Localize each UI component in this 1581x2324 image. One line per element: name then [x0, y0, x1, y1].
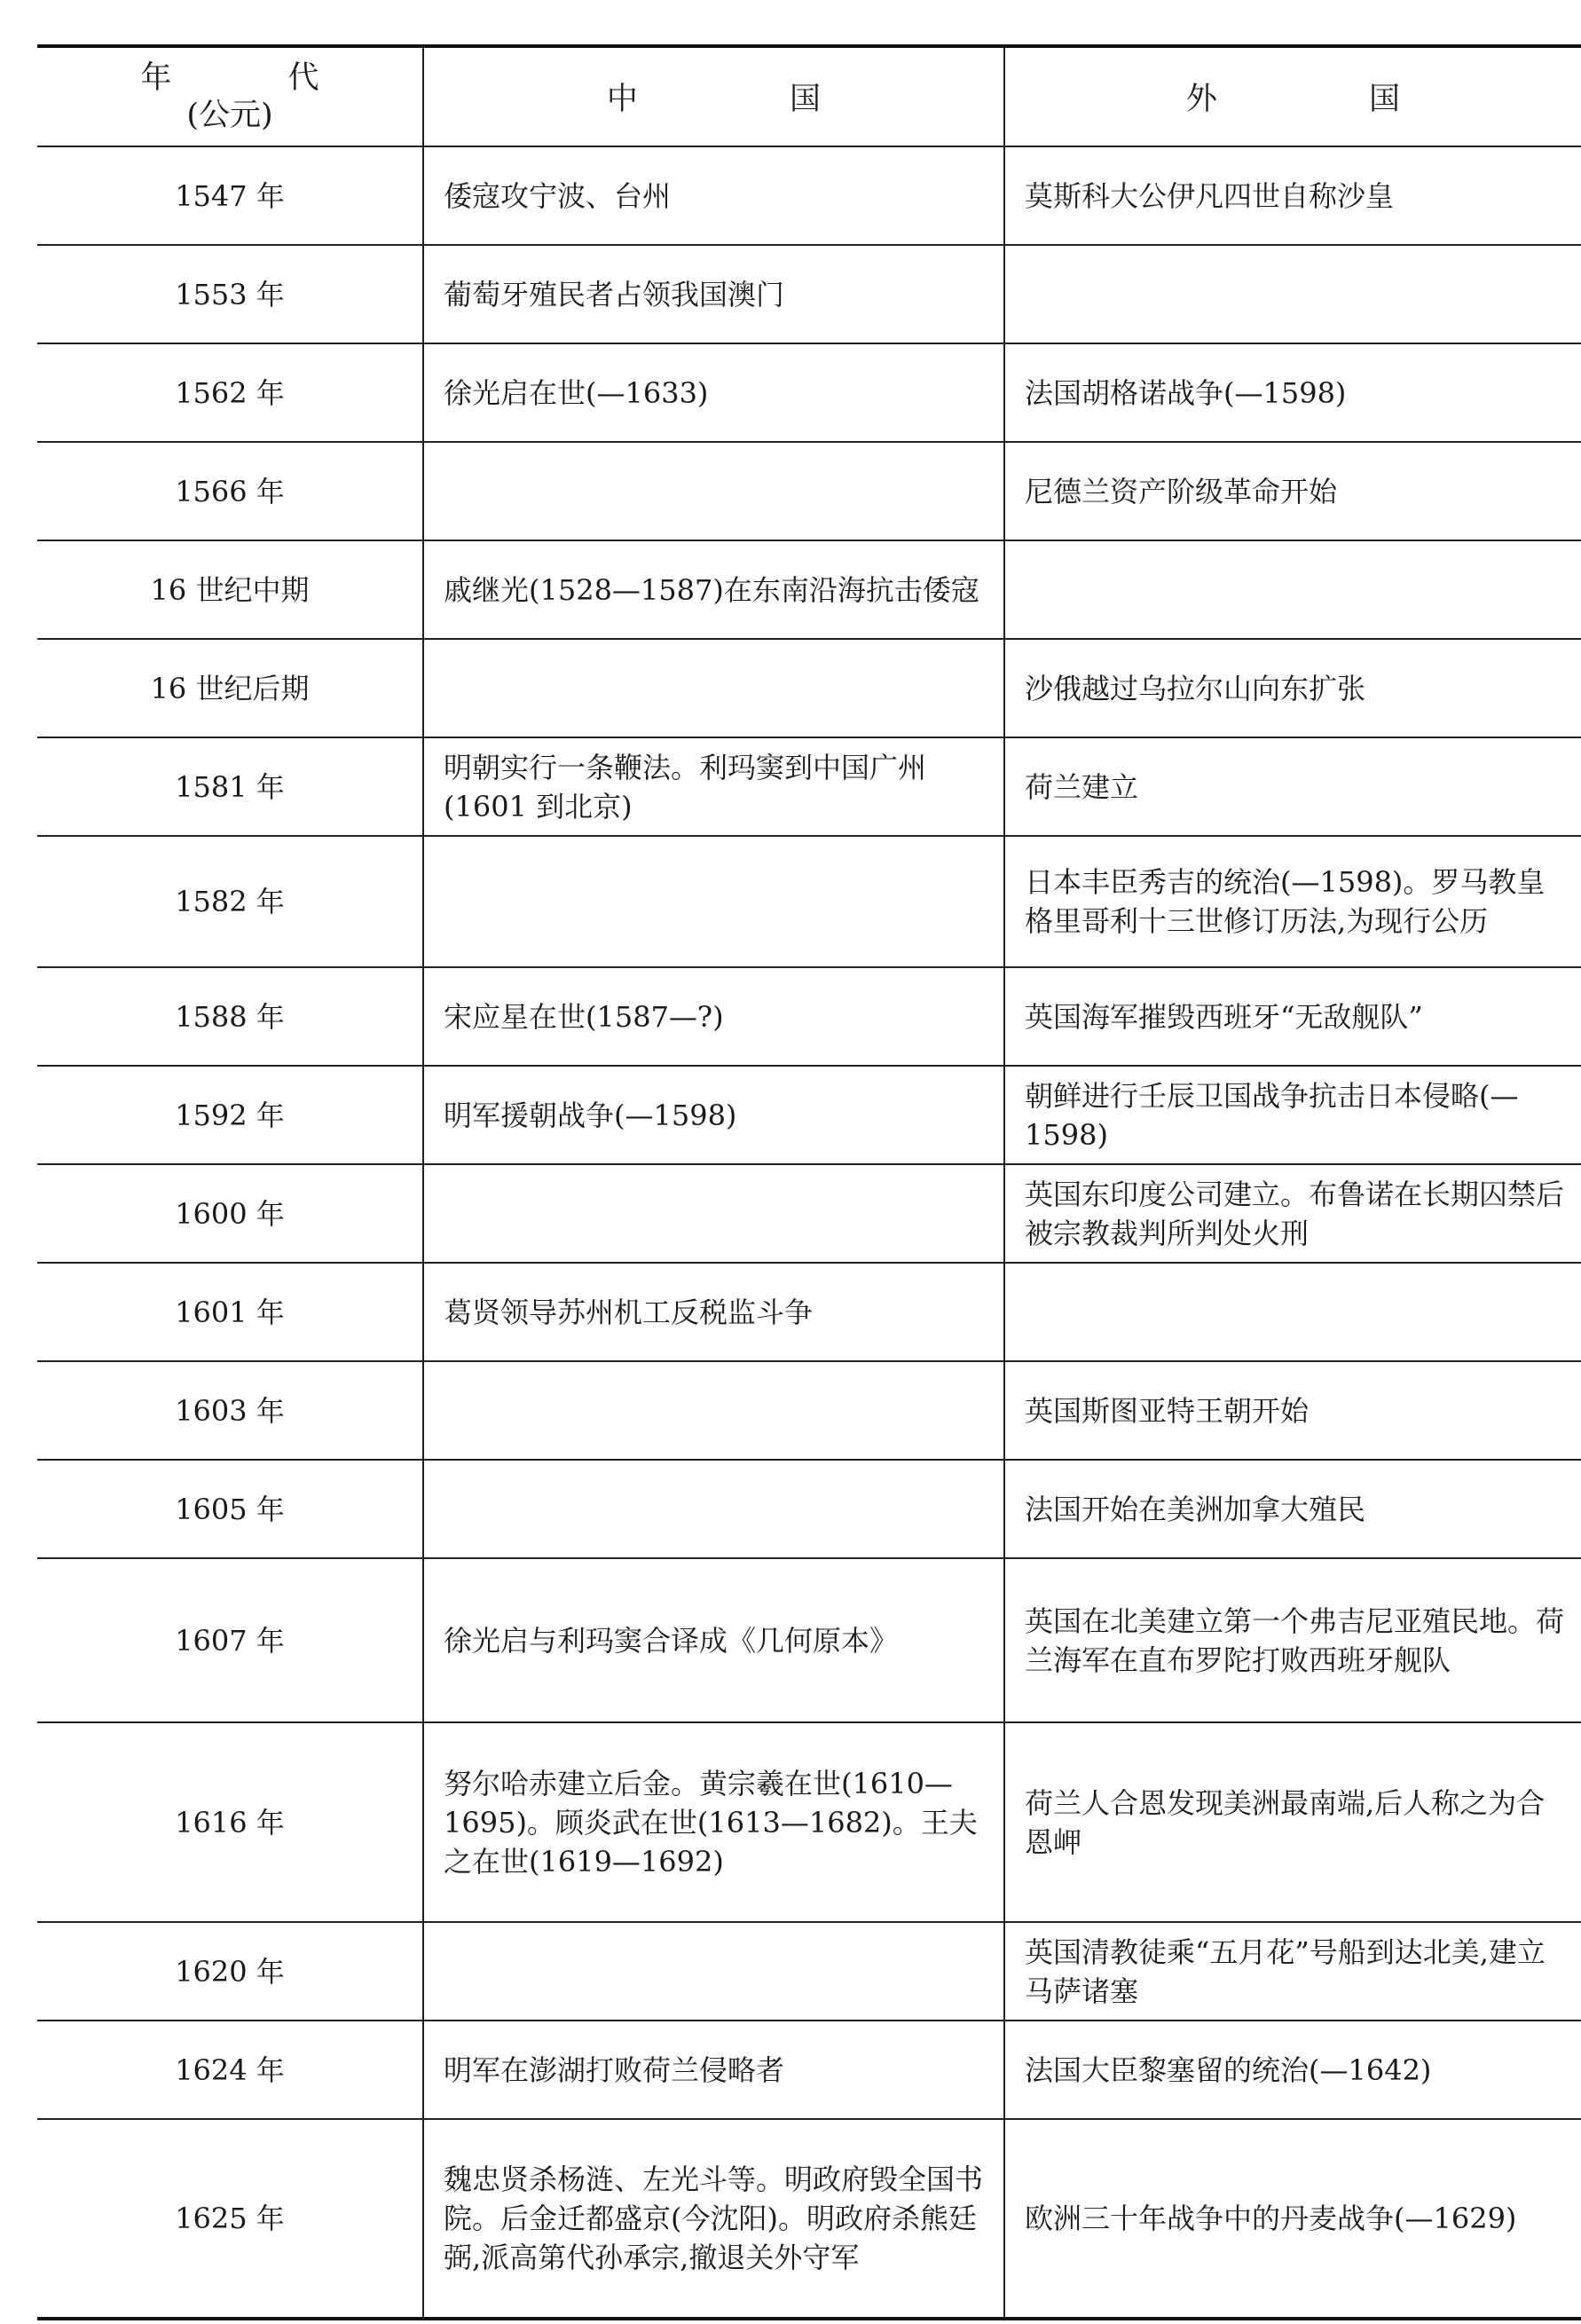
table-row: [37, 737, 1581, 836]
year-cell: 1616 年: [37, 1722, 423, 1922]
china-event-cell: 戚继光(1528—1587)在东南沿海抗击倭寇: [423, 540, 1004, 639]
table-row: [37, 1460, 1581, 1558]
year-cell: 1620 年: [37, 1922, 423, 2021]
foreign-event-cell: 英国东印度公司建立。布鲁诺在长期囚禁后被宗教裁判所判处火刑: [1004, 1164, 1581, 1263]
china-event-cell: [423, 1361, 1004, 1460]
year-cell: 1582 年: [37, 836, 423, 967]
year-cell: 1625 年: [37, 2119, 423, 2319]
china-event-cell: [423, 1922, 1004, 2021]
foreign-event-cell: 英国斯图亚特王朝开始: [1004, 1361, 1581, 1460]
china-event-cell: 明朝实行一条鞭法。利玛窦到中国广州(1601 到北京): [423, 737, 1004, 836]
table-row: [37, 1066, 1581, 1164]
year-cell: 1547 年: [37, 146, 423, 245]
year-cell: 1624 年: [37, 2021, 423, 2119]
china-event-cell: [423, 639, 1004, 737]
foreign-event-cell: 欧洲三十年战争中的丹麦战争(—1629): [1004, 2119, 1581, 2319]
china-event-cell: [423, 1460, 1004, 1558]
year-cell: 1588 年: [37, 967, 423, 1066]
china-event-cell: [423, 836, 1004, 967]
year-cell: 1600 年: [37, 1164, 423, 1263]
year-cell: 1603 年: [37, 1361, 423, 1460]
foreign-event-cell: 英国清教徒乘“五月花”号船到达北美,建立马萨诸塞: [1004, 1922, 1581, 2021]
year-cell: 1581 年: [37, 737, 423, 836]
table-row: [37, 146, 1581, 245]
foreign-event-cell: 尼德兰资产阶级革命开始: [1004, 442, 1581, 540]
year-cell: 16 世纪中期: [37, 540, 423, 639]
foreign-event-cell: 荷兰人合恩发现美洲最南端,后人称之为合恩岬: [1004, 1722, 1581, 1922]
china-event-cell: 葛贤领导苏州机工反税监斗争: [423, 1263, 1004, 1361]
table-header: [37, 46, 1581, 146]
table-row: [37, 1164, 1581, 1263]
year-cell: 1553 年: [37, 245, 423, 343]
china-event-cell: 倭寇攻宁波、台州: [423, 146, 1004, 245]
foreign-event-cell: 法国大臣黎塞留的统治(—1642): [1004, 2021, 1581, 2119]
table-row: [37, 1722, 1581, 1922]
header-year: [37, 46, 423, 146]
year-cell: 1566 年: [37, 442, 423, 540]
table-row: [37, 343, 1581, 442]
foreign-event-cell: [1004, 1263, 1581, 1361]
foreign-event-cell: 沙俄越过乌拉尔山向东扩张: [1004, 639, 1581, 737]
foreign-event-cell: 英国海军摧毁西班牙“无敌舰队”: [1004, 967, 1581, 1066]
foreign-event-cell: 日本丰臣秀吉的统治(—1598)。罗马教皇格里哥利十三世修订历法,为现行公历: [1004, 836, 1581, 967]
china-event-cell: 明军援朝战争(—1598): [423, 1066, 1004, 1164]
china-event-cell: 努尔哈赤建立后金。黄宗羲在世(1610—1695)。顾炎武在世(1613—1682)。王夫之在世(1619—1692): [423, 1722, 1004, 1922]
china-event-cell: 魏忠贤杀杨涟、左光斗等。明政府毁全国书院。后金迁都盛京(今沈阳)。明政府杀熊廷弼,派高第代孙承宗,撤退关外守军: [423, 2119, 1004, 2319]
table-body: [37, 146, 1581, 2319]
foreign-event-cell: 朝鲜进行壬辰卫国战争抗击日本侵略(—1598): [1004, 1066, 1581, 1164]
table-row: [37, 2021, 1581, 2119]
header-year-label: 年 代: [140, 60, 373, 96]
table-row: [37, 967, 1581, 1066]
foreign-event-cell: 法国开始在美洲加拿大殖民: [1004, 1460, 1581, 1558]
header-year-unit: (公元): [186, 98, 273, 133]
table-row: [37, 1922, 1581, 2021]
year-cell: 16 世纪后期: [37, 639, 423, 737]
table-row: [37, 540, 1581, 639]
china-event-cell: 明军在澎湖打败荷兰侵略者: [423, 2021, 1004, 2119]
table-row: [37, 442, 1581, 540]
year-cell: 1592 年: [37, 1066, 423, 1164]
year-cell: 1601 年: [37, 1263, 423, 1361]
china-event-cell: [423, 442, 1004, 540]
foreign-event-cell: 英国在北美建立第一个弗吉尼亚殖民地。荷兰海军在直布罗陀打败西班牙舰队: [1004, 1558, 1581, 1722]
china-event-cell: 葡萄牙殖民者占领我国澳门: [423, 245, 1004, 343]
table-row: [37, 1558, 1581, 1722]
chronology-page: [37, 44, 1581, 2320]
year-cell: 1607 年: [37, 1558, 423, 1722]
table-row: [37, 2119, 1581, 2319]
table-row: [37, 836, 1581, 967]
year-cell: 1605 年: [37, 1460, 423, 1558]
table-row: [37, 1361, 1581, 1460]
foreign-event-cell: [1004, 540, 1581, 639]
table-row: [37, 639, 1581, 737]
foreign-event-cell: 莫斯科大公伊凡四世自称沙皇: [1004, 146, 1581, 245]
header-china: 中 国: [606, 82, 893, 117]
year-cell: 1562 年: [37, 343, 423, 442]
table-row: [37, 245, 1581, 343]
foreign-event-cell: [1004, 245, 1581, 343]
foreign-event-cell: 法国胡格诺战争(—1598): [1004, 343, 1581, 442]
china-event-cell: 徐光启与利玛窦合译成《几何原本》: [423, 1558, 1004, 1722]
china-event-cell: 宋应星在世(1587—?): [423, 967, 1004, 1066]
table-row: [37, 1263, 1581, 1361]
foreign-event-cell: 荷兰建立: [1004, 737, 1581, 836]
china-event-cell: [423, 1164, 1004, 1263]
chronology-table: [37, 44, 1581, 2320]
header-foreign: 外 国: [1185, 82, 1472, 117]
china-event-cell: 徐光启在世(—1633): [423, 343, 1004, 442]
